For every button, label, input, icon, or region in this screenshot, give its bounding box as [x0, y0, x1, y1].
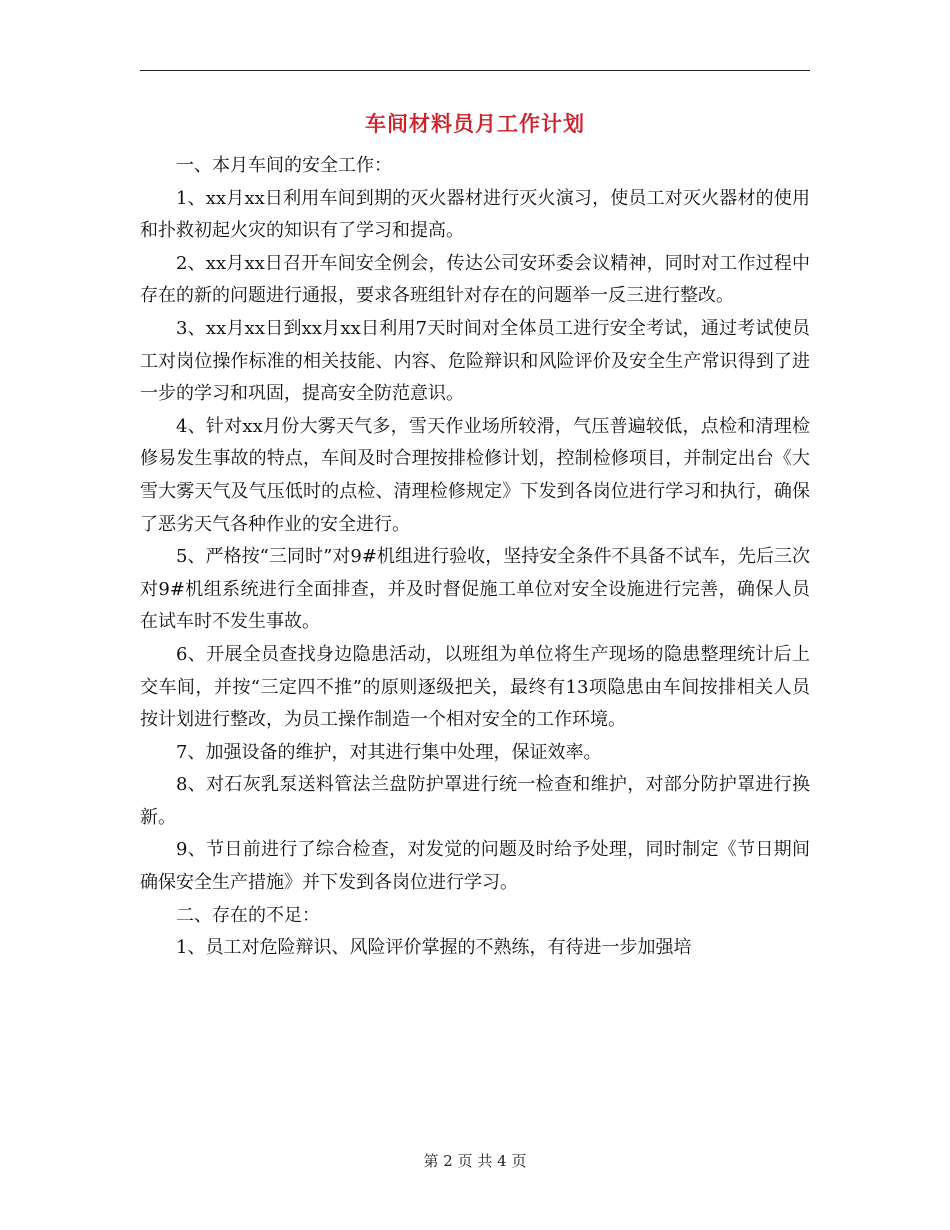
section-heading-shortcomings: 二、存在的不足： — [176, 904, 320, 926]
paragraph-item-2: 2、xx月xx日召开车间安全例会，传达公司安环委会议精神，同时对工作过程中存在的新的问题进行通报，要求各班组针对存在的问题举一反三进行整改。 — [140, 252, 810, 307]
paragraph-item-5: 5、严格按“三同时”对9#机组进行验收，坚持安全条件不具备不试车，先后三次对9#机组系统进行全面排查，并及时督促施工单位对安全设施进行完善，确保人员在试车时不发生事故。 — [140, 546, 810, 633]
paragraph-item-4: 4、针对xx月份大雾天气多，雪天作业场所较滑，气压普遍较低，点检和清理检修易发生事故的特点，车间及时合理按排检修计划，控制检修项目，并制定出台《大雪大雾天气及气压低时的点检、清理检修规定》下发到各岗位进行学习和执行，确保了恶劣天气各种作业的安全进行。 — [140, 415, 810, 535]
header-rule — [140, 70, 810, 71]
document-title: 车间材料员月工作计划 — [365, 111, 585, 136]
document-body — [140, 150, 810, 965]
paragraph-item-1: 1、xx月xx日利用车间到期的灭火器材进行灭火演习，使员工对灭火器材的使用和扑救初起火灾的知识有了学习和提高。 — [140, 187, 810, 242]
paragraph-item-3: 3、xx月xx日到xx月xx日利用7天时间对全体员工进行安全考试，通过考试使员工对岗位操作标准的相关技能、内容、危险辩识和风险评价及安全生产常识得到了进一步的学习和巩固，提高安全防范意识。 — [140, 317, 810, 405]
paragraph-shortcoming-1: 1、员工对危险辩识、风险评价掌握的不熟练，有待进一步加强培 — [176, 937, 692, 959]
paragraph-item-9: 9、节日前进行了综合检查，对发觉的问题及时给予处理，同时制定《节日期间确保安全生产措施》并下发到各岗位进行学习。 — [140, 839, 810, 894]
paragraph-item-7: 7、加强设备的维护，对其进行集中处理，保证效率。 — [176, 741, 602, 763]
paragraph-item-8: 8、对石灰乳泵送料管法兰盘防护罩进行统一检查和维护，对部分防护罩进行换新。 — [140, 774, 810, 828]
paragraph-item-6: 6、开展全员查找身边隐患活动，以班组为单位将生产现场的隐患整理统计后上交车间，并按“三定四不推”的原则逐级把关，最终有13项隐患由车间按排相关人员按计划进行整改，为员工操作制造一个相对安全的工作环境。 — [140, 643, 810, 731]
page-number: 第 2 页 共 4 页 — [423, 1152, 527, 1170]
section-heading-safety: 一、本月车间的安全工作： — [176, 155, 392, 176]
